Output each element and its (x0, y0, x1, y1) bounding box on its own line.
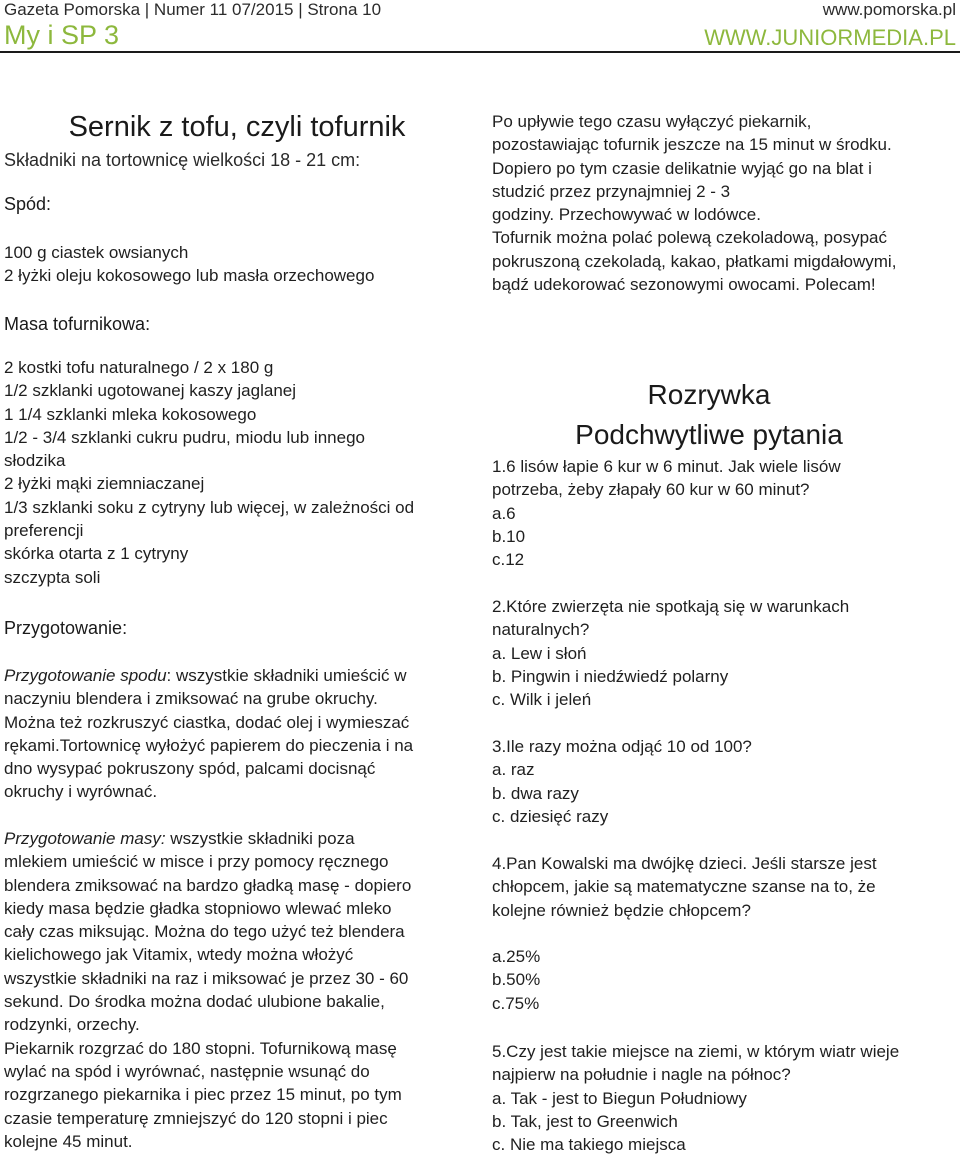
question-text: 1.6 lisów łapie 6 kur w 6 minut. Jak wiele lisów (492, 457, 841, 476)
answer-option: c. Nie ma takiego miejsca (492, 1135, 686, 1155)
answer-option: c. dziesięć razy (492, 806, 609, 826)
list-item: 100 g ciastek owsianych (4, 243, 189, 262)
list-item: 2 łyżki mąki ziemniaczanej (4, 474, 205, 494)
publication-info: Gazeta Pomorska | Numer 11 07/2015 | Strona 10 (4, 0, 382, 19)
text-line: Dopiero po tym czasie delikatnie wyjąć go na blat i (492, 158, 872, 178)
question-text: najpierw na południe i nagle na północ? (492, 1065, 791, 1085)
quiz-question-3 (492, 735, 958, 828)
list-item: 2 łyżki oleju kokosowego lub masła orzechowego (4, 266, 375, 286)
answer-option: b.50% (492, 970, 541, 990)
text-line: kielichowego jak Vitamix, wtedy można włożyć (4, 945, 354, 965)
quiz-subtitle: Podchwytliwe pytania (575, 419, 843, 450)
text-line: kiedy masa będzie gładka stopniowo wlewać mleko (4, 898, 392, 918)
text-line: sekund. Do środka można dodać ulubione bakalie, (4, 992, 385, 1012)
question-text: 4.Pan Kowalski ma dwójkę dzieci. Jeśli starsze jest (492, 854, 877, 873)
question-text: naturalnych? (492, 620, 590, 640)
answer-option: a. Tak - jest to Biegun Południowy (492, 1088, 747, 1108)
section-header (0, 20, 960, 50)
list-item: 1/2 - 3/4 szklanki cukru pudru, miodu lub innego (4, 427, 365, 447)
answer-option: b. dwa razy (492, 783, 579, 803)
question-text: 3.Ile razy można odjąć 10 od 100? (492, 737, 752, 756)
mass-heading: Masa tofurnikowa: (4, 314, 151, 334)
text-line: cały czas miksując. Można do tego użyć też blendera (4, 922, 405, 942)
answer-option: c.12 (492, 550, 525, 570)
list-item: 2 kostki tofu naturalnego / 2 x 180 g (4, 358, 274, 377)
text-line: wszystkie składniki na raz i miksować je przez 30 - 60 (4, 968, 409, 988)
text-line: Można też rozkruszyć ciastka, dodać olej i wymieszać (4, 712, 410, 732)
text-line: mlekiem umieścić w misce i przy pomocy ręcznego (4, 852, 389, 872)
recipe-title: Sernik z tofu, czyli tofurnik (68, 111, 406, 143)
text-line: rękami.Tortownicę wyłożyć papierem do pieczenia i na (4, 735, 414, 755)
answer-option: c. Wilk i jeleń (492, 690, 592, 710)
text-line: dno wysypać pokruszony spód, palcami docisnąć (4, 759, 376, 779)
text-line: Po upływie tego czasu wyłączyć piekarnik, (492, 112, 812, 131)
text-line: okruchy i wyrównać. (4, 782, 158, 802)
list-item: 1/3 szklanki soku z cytryny lub więcej, w zależności od (4, 497, 415, 517)
list-item: słodzika (4, 451, 66, 471)
website-link[interactable]: www.pomorska.pl (822, 0, 956, 19)
text-line: pozostawiając tofurnik jeszcze na 15 minut w środku. (492, 135, 892, 155)
site-link[interactable]: WWW.JUNIORMEDIA.PL (704, 25, 956, 50)
text-line: Piekarnik rozgrzać do 180 stopni. Tofurnikową masę (4, 1038, 397, 1058)
text-line: kolejne 45 minut. (4, 1131, 133, 1151)
answer-option: b. Pingwin i niedźwiedź polarny (492, 666, 729, 686)
text-line: wszystkie składniki poza (165, 829, 355, 848)
list-item: preferencji (4, 521, 84, 541)
prep-base-paragraph (4, 664, 474, 804)
prep-mass-label: Przygotowanie masy: (4, 829, 166, 848)
base-ingredients (4, 241, 474, 288)
answer-option: b.10 (492, 526, 526, 546)
quiz-question-2 (492, 595, 958, 711)
list-item: szczypta soli (4, 567, 101, 587)
text-line: studzić przez przynajmniej 2 - 3 (492, 181, 731, 201)
text-line: blendera zmiksować na bardzo gładką masę - dopiero (4, 875, 412, 895)
quiz-question-5 (492, 1040, 958, 1156)
question-text: 2.Które zwierzęta nie spotkają się w warunkach (492, 597, 850, 616)
text-line: naczyniu blendera i zmiksować na grube okruchy. (4, 689, 378, 709)
quiz-answers-4 (492, 945, 958, 1015)
prep-heading: Przygotowanie: (4, 618, 128, 638)
question-text: potrzeba, żeby złapały 60 kur w 60 minut? (492, 480, 810, 500)
section-title: My i SP 3 (4, 20, 120, 50)
answer-option: a.25% (492, 947, 541, 966)
question-text: kolejne również będzie chłopcem? (492, 900, 751, 920)
quiz-question-4 (492, 852, 958, 922)
text-line: czasie temperaturę zmniejszyć do 120 stopni i piec (4, 1108, 388, 1128)
recipe-continuation (492, 110, 958, 296)
text-line: Tofurnik można polać polewą czekoladową, posypać (492, 228, 888, 248)
base-heading: Spód: (4, 194, 52, 214)
list-item: skórka otarta z 1 cytryny (4, 544, 189, 564)
answer-option: b. Tak, jest to Greenwich (492, 1111, 678, 1131)
mass-ingredients (4, 356, 474, 589)
list-item: 1 1/4 szklanki mleka kokosowego (4, 404, 257, 424)
text-line: bądź udekorować sezonowymi owocami. Polecam! (492, 275, 876, 295)
prep-mass-paragraph (4, 827, 474, 1153)
text-line: wylać na spód i wyrównać, następnie wsunąć do (4, 1061, 370, 1081)
quiz-title: Rozrywka (647, 379, 771, 410)
quiz-question-1 (492, 455, 958, 571)
header-divider (0, 51, 960, 53)
list-item: 1/2 szklanki ugotowanej kaszy jaglanej (4, 381, 297, 401)
prep-base-label: Przygotowanie spodu (4, 666, 167, 685)
question-text: chłopcem, jakie są matematyczne szanse na to, że (492, 877, 876, 897)
text-line: rodzynki, orzechy. (4, 1015, 140, 1035)
text-line: rozgrzanego piekarnika i piec przez 15 minut, po tym (4, 1085, 402, 1105)
answer-option: a. raz (492, 760, 535, 780)
text-line: pokruszoną czekoladą, kakao, płatkami migdałowymi, (492, 251, 897, 271)
answer-option: a. Lew i słoń (492, 643, 587, 663)
text-line: godziny. Przechowywać w lodówce. (492, 205, 761, 225)
answer-option: a.6 (492, 503, 516, 523)
page-header (0, 0, 960, 20)
question-text: 5.Czy jest takie miejsce na ziemi, w którym wiatr wieje (492, 1042, 900, 1061)
recipe-subtitle: Składniki na tortownicę wielkości 18 - 21 cm: (4, 150, 361, 170)
answer-option: c.75% (492, 993, 540, 1013)
text-line: : wszystkie składniki umieścić w (166, 666, 407, 685)
